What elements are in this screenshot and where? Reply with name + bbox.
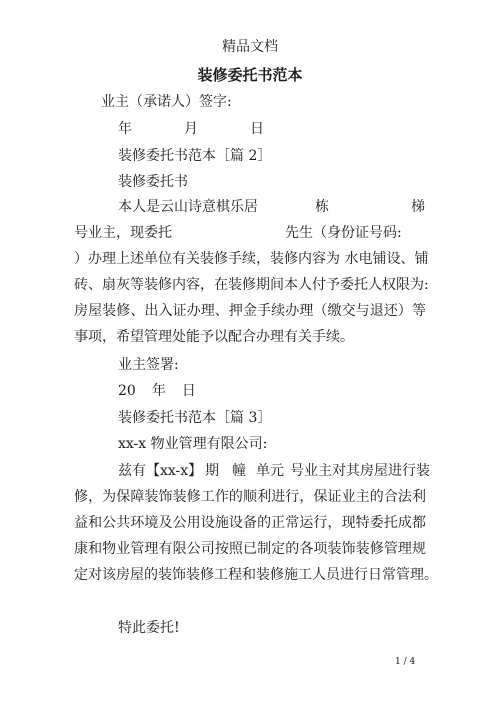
date-line-2 <box>118 381 196 401</box>
date2-day: 日 <box>181 383 196 399</box>
q1-text-a: 兹有【xx-x】 <box>118 463 203 479</box>
date-month: 月 <box>184 121 198 137</box>
section-2-title: 装修委托书范本［篇 2］ <box>118 148 272 164</box>
owner-signature-line: 业主（承诺人）签字: <box>101 94 232 110</box>
date-line <box>118 119 264 139</box>
page-number: 1 / 4 <box>395 657 416 667</box>
q1-text-d: 单元 <box>256 463 284 479</box>
date-year: 年 <box>118 121 132 137</box>
document-title: 装修委托书范本 <box>197 66 303 84</box>
q1-text-e: 号业主对其房屋进行装 <box>290 463 430 479</box>
date-day: 日 <box>250 121 264 137</box>
p1-text-c: 梯 <box>411 199 425 215</box>
paragraph-line: 定对该房屋的装饰装修工程和装修施工人员进行日常管理。 <box>74 567 438 583</box>
date2-year-char: 年 <box>151 383 166 399</box>
owner-signature-label: 业主签署: <box>118 357 179 373</box>
paragraph-line: 砖、扇灰等装修内容，在装修期间本人付予委托人权限为: <box>74 277 429 293</box>
paragraph-line: ）办理上述单位有关装修手续，装修内容为 水电铺设、铺 <box>74 251 429 267</box>
paragraph-line: 康和物业管理有限公司按照已制定的各项装饰装修管理规 <box>74 541 426 557</box>
company-addressee: xx-x 物业管理有限公司: <box>118 436 268 452</box>
section-2-subtitle: 装修委托书 <box>118 174 188 190</box>
page-header: 精品文档 <box>222 39 278 55</box>
p2-text-b: 先生（身份证号码: <box>285 225 402 241</box>
p1-text-b: 栋 <box>315 199 329 215</box>
q1-text-c: 幢 <box>232 463 246 479</box>
p2-text-a: 号业主，现委托 <box>74 225 172 241</box>
section-3-title: 装修委托书范本［篇 3］ <box>118 410 272 426</box>
q1-text-b: 期 <box>205 463 219 479</box>
closing-text: 特此委托! <box>118 620 180 636</box>
paragraph-line: 益和公共环境及公用设施设备的正常运行，现特委托成都 <box>74 515 426 531</box>
paragraph-line: 修，为保障装饰装修工作的顺利进行，保证业主的合法利 <box>74 489 426 505</box>
p1-text-a: 本人是云山诗意棋乐居 <box>118 199 258 215</box>
paragraph-line: 房屋装修、出入证办理、押金手续办理（缴交与退还）等 <box>74 303 426 319</box>
paragraph-line: 事项，希望管理处能予以配合办理有关手续。 <box>74 329 354 345</box>
date2-year: 20 <box>118 383 136 399</box>
